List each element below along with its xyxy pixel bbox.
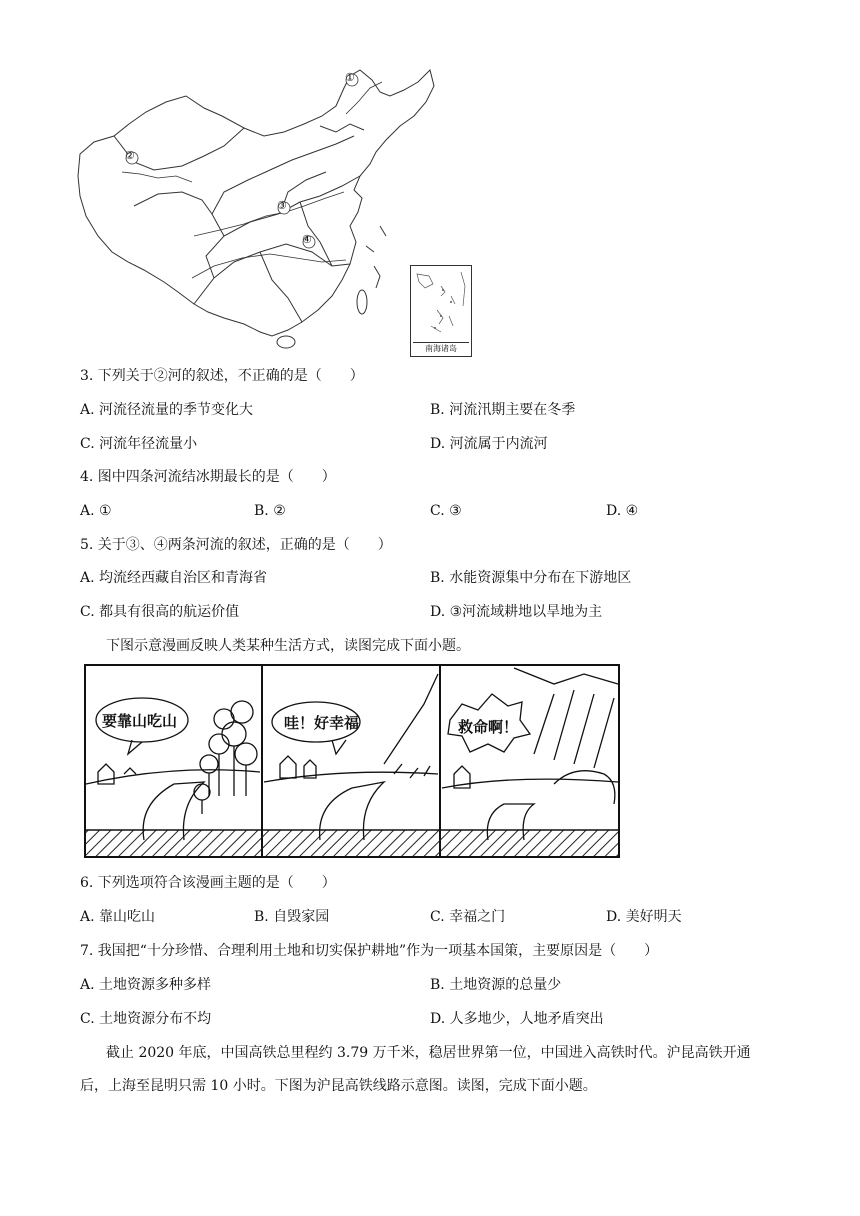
q3-option-d[interactable]: D. 河流属于内流河 bbox=[430, 436, 548, 452]
question-7-stem: 7. 我国把“十分珍惜、合理利用土地和切实保护耕地”作为一项基本国策，主要原因是（ ） bbox=[80, 943, 659, 959]
q6-option-a[interactable]: A. 靠山吃山 bbox=[80, 909, 156, 925]
q4-option-b[interactable]: B. ② bbox=[254, 503, 286, 519]
q5-option-c[interactable]: C. 都具有很高的航运价值 bbox=[80, 604, 240, 620]
railway-intro-line-1: 截止 2020 年底，中国高铁总里程约 3.79 万千米，稳居世界第一位，中国进入高铁时代。沪昆高铁开通 bbox=[106, 1045, 751, 1061]
q5-option-b[interactable]: B. 水能资源集中分布在下游地区 bbox=[430, 570, 632, 586]
marker-4: ④ bbox=[302, 233, 312, 246]
marker-2: ② bbox=[125, 149, 135, 162]
bubble-3: 救命啊！ bbox=[458, 718, 519, 736]
railway-intro-line-2: 后，上海至昆明只需 10 小时。下图为沪昆高铁线路示意图。读图，完成下面小题。 bbox=[80, 1078, 597, 1094]
inset-islands bbox=[411, 266, 471, 342]
q6-option-d[interactable]: D. 美好明天 bbox=[606, 909, 682, 925]
q4-option-d[interactable]: D. ④ bbox=[606, 503, 639, 519]
marker-1: ① bbox=[345, 71, 355, 84]
bubble-2: 哇！好幸福 bbox=[284, 714, 360, 732]
q3-option-c[interactable]: C. 河流年径流量小 bbox=[80, 436, 198, 452]
bubble-1: 要靠山吃山 bbox=[102, 712, 178, 730]
q7-option-c[interactable]: C. 土地资源分布不均 bbox=[80, 1011, 212, 1027]
question-6-stem: 6. 下列选项符合该漫画主题的是（ ） bbox=[80, 875, 336, 891]
q4-option-a[interactable]: A. ① bbox=[80, 503, 112, 519]
comic-intro: 下图示意漫画反映人类某种生活方式，读图完成下面小题。 bbox=[106, 638, 470, 654]
q5-option-d[interactable]: D. ③河流域耕地以旱地为主 bbox=[430, 604, 603, 620]
q7-option-d[interactable]: D. 人多地少，人地矛盾突出 bbox=[430, 1011, 604, 1027]
q6-option-c[interactable]: C. 幸福之门 bbox=[430, 909, 506, 925]
question-3-stem: 3. 下列关于②河的叙述，不正确的是（ ） bbox=[80, 368, 364, 384]
q7-option-a[interactable]: A. 土地资源多种多样 bbox=[80, 977, 212, 993]
comic-strip bbox=[84, 664, 620, 858]
question-4-stem: 4. 图中四条河流结冰期最长的是（ ） bbox=[80, 469, 336, 485]
q3-option-b[interactable]: B. 河流汛期主要在冬季 bbox=[430, 402, 576, 418]
comic-drawing bbox=[84, 664, 620, 858]
q6-option-b[interactable]: B. 自毁家园 bbox=[254, 909, 330, 925]
question-5-stem: 5. 关于③、④两条河流的叙述，正确的是（ ） bbox=[80, 537, 392, 553]
q5-option-a[interactable]: A. 均流经西藏自治区和青海省 bbox=[80, 570, 268, 586]
q4-option-c[interactable]: C. ③ bbox=[430, 503, 462, 519]
marker-3: ③ bbox=[277, 199, 287, 212]
q3-option-a[interactable]: A. 河流径流量的季节变化大 bbox=[80, 402, 254, 418]
south-china-sea-inset bbox=[410, 265, 472, 357]
inset-label: 南海诸岛 bbox=[413, 342, 469, 354]
q7-option-b[interactable]: B. 土地资源的总量少 bbox=[430, 977, 562, 993]
